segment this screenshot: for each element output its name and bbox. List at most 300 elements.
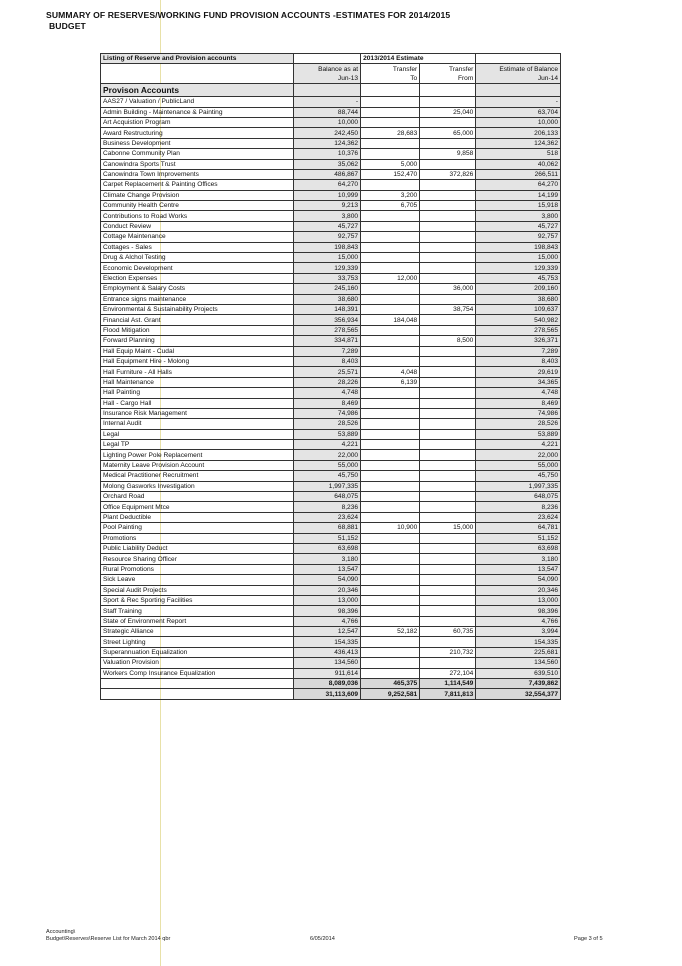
balance-cell: 10,376 bbox=[293, 149, 360, 159]
account-name: Canowindra Sports Trust bbox=[101, 159, 294, 169]
balance-cell: 4,748 bbox=[293, 388, 360, 398]
estimate-cell: 14,199 bbox=[476, 190, 561, 200]
table-row bbox=[101, 575, 561, 585]
account-name: Public Liability Deduct bbox=[101, 543, 294, 553]
account-name: Rural Promotions bbox=[101, 564, 294, 574]
estimate-cell: 109,637 bbox=[476, 304, 561, 314]
balance-cell: 38,680 bbox=[293, 294, 360, 304]
blank-cell bbox=[420, 84, 476, 97]
subtotal-est: 7,439,862 bbox=[476, 679, 561, 689]
transfer-from-cell bbox=[420, 388, 476, 398]
transfer-from-cell bbox=[420, 367, 476, 377]
transfer-from-cell bbox=[420, 440, 476, 450]
account-name: Lighting Power Pole Replacement bbox=[101, 450, 294, 460]
balance-cell: 9,213 bbox=[293, 201, 360, 211]
estimate-cell: 1,997,335 bbox=[476, 481, 561, 491]
table-row bbox=[101, 263, 561, 273]
grand-total-label-cell bbox=[101, 689, 294, 699]
account-name: Workers Comp Insurance Equalization bbox=[101, 668, 294, 678]
transfer-from-cell bbox=[420, 242, 476, 252]
account-name: Conduct Review bbox=[101, 221, 294, 231]
estimate-cell: 74,986 bbox=[476, 408, 561, 418]
account-name: Flood Mitigation bbox=[101, 325, 294, 335]
transfer-from-cell bbox=[420, 658, 476, 668]
table-row bbox=[101, 232, 561, 242]
transfer-to-cell bbox=[361, 637, 420, 647]
estimate-cell: 8,403 bbox=[476, 356, 561, 366]
transfer-to-cell bbox=[361, 543, 420, 553]
transfer-from-cell bbox=[420, 450, 476, 460]
account-name: Carpet Replacement & Painting Offices bbox=[101, 180, 294, 190]
estimate-cell: 13,547 bbox=[476, 564, 561, 574]
balance-cell: 74,986 bbox=[293, 408, 360, 418]
table-row bbox=[101, 637, 561, 647]
transfer-to-cell bbox=[361, 564, 420, 574]
transfer-to-cell: 3,200 bbox=[361, 190, 420, 200]
header-row-2 bbox=[101, 64, 561, 74]
transfer-from-cell bbox=[420, 471, 476, 481]
account-name: Orchard Road bbox=[101, 492, 294, 502]
subtotal-label-cell bbox=[101, 679, 294, 689]
account-name: Admin Building - Maintenance & Painting bbox=[101, 107, 294, 117]
transfer-from-cell bbox=[420, 512, 476, 522]
transfer-from-cell bbox=[420, 117, 476, 127]
transfer-to-cell bbox=[361, 388, 420, 398]
table-row bbox=[101, 564, 561, 574]
balance-cell: 8,403 bbox=[293, 356, 360, 366]
balance-cell: 45,727 bbox=[293, 221, 360, 231]
transfer-to-cell bbox=[361, 398, 420, 408]
balance-cell: 53,889 bbox=[293, 429, 360, 439]
transfer-from-cell bbox=[420, 346, 476, 356]
estimate-cell: 3,800 bbox=[476, 211, 561, 221]
table-row bbox=[101, 647, 561, 657]
table-row bbox=[101, 533, 561, 543]
account-name: AAS27 / Valuation / PublicLand bbox=[101, 97, 294, 107]
table-row bbox=[101, 117, 561, 127]
transfer-to-cell: 152,470 bbox=[361, 169, 420, 179]
transfer-from-cell: 38,754 bbox=[420, 304, 476, 314]
balance-cell: 436,413 bbox=[293, 647, 360, 657]
account-name: Medical Practitioner Recruitment bbox=[101, 471, 294, 481]
account-name: Cabonne Community Plan bbox=[101, 149, 294, 159]
balance-cell: 134,560 bbox=[293, 658, 360, 668]
estimate-cell: 8,469 bbox=[476, 398, 561, 408]
transfer-from-cell: 9,858 bbox=[420, 149, 476, 159]
account-name: Molong Gasworks Investigation bbox=[101, 481, 294, 491]
transfer-to-cell bbox=[361, 253, 420, 263]
balance-cell: 92,757 bbox=[293, 232, 360, 242]
transfer-from-cell bbox=[420, 460, 476, 470]
grand-total-row bbox=[101, 689, 561, 699]
table-row bbox=[101, 367, 561, 377]
transfer-from-cell: 36,000 bbox=[420, 284, 476, 294]
account-name: Staff Training bbox=[101, 606, 294, 616]
estimate-cell: 40,062 bbox=[476, 159, 561, 169]
transfer-to-cell bbox=[361, 585, 420, 595]
transfer-to-cell bbox=[361, 117, 420, 127]
table-row bbox=[101, 616, 561, 626]
transfer-from-cell bbox=[420, 492, 476, 502]
account-name: Pool Painting bbox=[101, 523, 294, 533]
table-row bbox=[101, 502, 561, 512]
transfer-from-cell bbox=[420, 595, 476, 605]
transfer-to-cell: 10,900 bbox=[361, 523, 420, 533]
table-row bbox=[101, 627, 561, 637]
estimate-cell: 10,000 bbox=[476, 117, 561, 127]
estimate-header: 2013/2014 Estimate bbox=[361, 54, 476, 64]
estimate-cell: 51,152 bbox=[476, 533, 561, 543]
transfer-to-cell: 52,182 bbox=[361, 627, 420, 637]
transfer-from-cell: 60,735 bbox=[420, 627, 476, 637]
balance-cell: 3,800 bbox=[293, 211, 360, 221]
transfer-to-cell bbox=[361, 471, 420, 481]
table-row bbox=[101, 523, 561, 533]
header-row-3 bbox=[101, 74, 561, 84]
blank-header-cell bbox=[293, 54, 360, 64]
table-row bbox=[101, 356, 561, 366]
balance-cell: 8,469 bbox=[293, 398, 360, 408]
estimate-cell: 278,565 bbox=[476, 325, 561, 335]
transfer-from-header-top: Transfer bbox=[420, 64, 476, 74]
transfer-to-cell bbox=[361, 575, 420, 585]
transfer-from-cell: 210,732 bbox=[420, 647, 476, 657]
estimate-cell: 22,000 bbox=[476, 450, 561, 460]
transfer-from-cell bbox=[420, 377, 476, 387]
subtotal-row bbox=[101, 679, 561, 689]
balance-cell: 8,236 bbox=[293, 502, 360, 512]
account-name: Hall - Cargo Hall bbox=[101, 398, 294, 408]
estimate-cell: 64,781 bbox=[476, 523, 561, 533]
table-row bbox=[101, 180, 561, 190]
balance-cell: 278,565 bbox=[293, 325, 360, 335]
balance-cell: 356,934 bbox=[293, 315, 360, 325]
table-row bbox=[101, 284, 561, 294]
account-name: Internal Audit bbox=[101, 419, 294, 429]
balance-cell: 28,226 bbox=[293, 377, 360, 387]
grand-total-balance: 31,113,609 bbox=[293, 689, 360, 699]
transfer-from-cell bbox=[420, 138, 476, 148]
transfer-to-cell bbox=[361, 647, 420, 657]
table-row bbox=[101, 211, 561, 221]
blank-cell bbox=[361, 84, 420, 97]
estimate-cell: 55,000 bbox=[476, 460, 561, 470]
estimate-cell: 63,704 bbox=[476, 107, 561, 117]
account-name: Art Acquistion Program bbox=[101, 117, 294, 127]
estimate-cell: 34,365 bbox=[476, 377, 561, 387]
transfer-from-cell bbox=[420, 356, 476, 366]
balance-cell: 64,270 bbox=[293, 180, 360, 190]
estimate-cell: 28,526 bbox=[476, 419, 561, 429]
table-row bbox=[101, 107, 561, 117]
table-row bbox=[101, 128, 561, 138]
account-name: Business Development bbox=[101, 138, 294, 148]
transfer-to-cell bbox=[361, 658, 420, 668]
estimate-cell: 38,680 bbox=[476, 294, 561, 304]
transfer-to-cell: 12,000 bbox=[361, 273, 420, 283]
account-name: Street Lighting bbox=[101, 637, 294, 647]
table-row bbox=[101, 408, 561, 418]
transfer-to-cell bbox=[361, 304, 420, 314]
transfer-from-cell: 25,040 bbox=[420, 107, 476, 117]
blank-header-cell bbox=[476, 54, 561, 64]
blank-cell bbox=[476, 84, 561, 97]
estimate-cell: 209,160 bbox=[476, 284, 561, 294]
estimate-cell: 15,000 bbox=[476, 253, 561, 263]
account-name: Insurance Risk Management bbox=[101, 408, 294, 418]
estimate-cell: 4,766 bbox=[476, 616, 561, 626]
transfer-from-cell bbox=[420, 606, 476, 616]
estimate-cell: 13,000 bbox=[476, 595, 561, 605]
account-name: Cottage Maintenance bbox=[101, 232, 294, 242]
table-row bbox=[101, 325, 561, 335]
table-row bbox=[101, 304, 561, 314]
balance-cell: 45,750 bbox=[293, 471, 360, 481]
balance-cell: 4,766 bbox=[293, 616, 360, 626]
balance-header-bottom: Jun-13 bbox=[293, 74, 360, 84]
balance-cell: 7,289 bbox=[293, 346, 360, 356]
table-row bbox=[101, 336, 561, 346]
balance-cell: 63,698 bbox=[293, 543, 360, 553]
transfer-to-cell bbox=[361, 180, 420, 190]
account-name: Valuation Provision bbox=[101, 658, 294, 668]
transfer-to-cell bbox=[361, 242, 420, 252]
balance-cell: 334,871 bbox=[293, 336, 360, 346]
balance-cell: 20,346 bbox=[293, 585, 360, 595]
transfer-from-cell bbox=[420, 190, 476, 200]
transfer-to-cell: 28,683 bbox=[361, 128, 420, 138]
estimate-cell: 63,698 bbox=[476, 543, 561, 553]
table-row bbox=[101, 138, 561, 148]
estimate-cell: 15,918 bbox=[476, 201, 561, 211]
balance-cell: 13,000 bbox=[293, 595, 360, 605]
table-row bbox=[101, 388, 561, 398]
balance-cell: 148,391 bbox=[293, 304, 360, 314]
transfer-to-cell: 184,048 bbox=[361, 315, 420, 325]
transfer-from-cell bbox=[420, 616, 476, 626]
estimate-cell: 92,757 bbox=[476, 232, 561, 242]
account-name: Special Audit Projects bbox=[101, 585, 294, 595]
account-name: Legal bbox=[101, 429, 294, 439]
account-name: Strategic Alliance bbox=[101, 627, 294, 637]
transfer-to-cell bbox=[361, 554, 420, 564]
subtotal-from: 1,114,549 bbox=[420, 679, 476, 689]
transfer-to-cell: 6,705 bbox=[361, 201, 420, 211]
balance-cell: 88,744 bbox=[293, 107, 360, 117]
estimate-cell: 206,133 bbox=[476, 128, 561, 138]
account-name: Community Health Centre bbox=[101, 201, 294, 211]
transfer-from-cell bbox=[420, 429, 476, 439]
transfer-from-cell bbox=[420, 211, 476, 221]
account-name: Climate Change Provision bbox=[101, 190, 294, 200]
reserves-table bbox=[100, 53, 561, 700]
transfer-from-cell: 65,000 bbox=[420, 128, 476, 138]
title-line-1: SUMMARY OF RESERVES/WORKING FUND PROVISION ACCOUNTS -ESTIMATES FOR 2014/2015 bbox=[46, 10, 451, 20]
balance-header-top: Balance as at bbox=[293, 64, 360, 74]
account-name: Canowindra Town Improvements bbox=[101, 169, 294, 179]
balance-cell: 15,000 bbox=[293, 253, 360, 263]
estimate-cell: 54,090 bbox=[476, 575, 561, 585]
table-row bbox=[101, 471, 561, 481]
transfer-to-cell bbox=[361, 595, 420, 605]
header-row-1 bbox=[101, 54, 561, 64]
transfer-from-cell: 372,826 bbox=[420, 169, 476, 179]
estimate-cell: 540,982 bbox=[476, 315, 561, 325]
table-row bbox=[101, 97, 561, 107]
account-name: Drug & Alchol Testing bbox=[101, 253, 294, 263]
transfer-from-cell bbox=[420, 221, 476, 231]
subtotal-to: 465,375 bbox=[361, 679, 420, 689]
table-row bbox=[101, 668, 561, 678]
estimate-cell: - bbox=[476, 97, 561, 107]
balance-cell: 25,571 bbox=[293, 367, 360, 377]
table-row bbox=[101, 543, 561, 553]
transfer-to-cell bbox=[361, 512, 420, 522]
transfer-to-cell bbox=[361, 429, 420, 439]
table-row bbox=[101, 606, 561, 616]
transfer-from-cell bbox=[420, 315, 476, 325]
table-row bbox=[101, 273, 561, 283]
transfer-to-cell bbox=[361, 211, 420, 221]
estimate-cell: 154,335 bbox=[476, 637, 561, 647]
transfer-to-cell bbox=[361, 221, 420, 231]
account-name: Employment & Salary Costs bbox=[101, 284, 294, 294]
estimate-cell: 29,619 bbox=[476, 367, 561, 377]
balance-cell: 4,221 bbox=[293, 440, 360, 450]
estimate-cell: 45,750 bbox=[476, 471, 561, 481]
table-row bbox=[101, 658, 561, 668]
account-name: Superannuation Equalization bbox=[101, 647, 294, 657]
balance-cell: 242,450 bbox=[293, 128, 360, 138]
transfer-from-cell bbox=[420, 481, 476, 491]
account-name: Hall Equipment Hire - Molong bbox=[101, 356, 294, 366]
balance-cell: 28,526 bbox=[293, 419, 360, 429]
transfer-from-cell: 272,104 bbox=[420, 668, 476, 678]
account-name: Legal TP bbox=[101, 440, 294, 450]
transfer-to-cell bbox=[361, 346, 420, 356]
estimate-cell: 64,270 bbox=[476, 180, 561, 190]
account-name: Hall Furniture - All Halls bbox=[101, 367, 294, 377]
estimate-cell: 98,396 bbox=[476, 606, 561, 616]
transfer-to-cell bbox=[361, 294, 420, 304]
transfer-from-cell bbox=[420, 585, 476, 595]
account-name: Financial Ast. Grant bbox=[101, 315, 294, 325]
page-title bbox=[46, 10, 450, 32]
balance-cell: 33,753 bbox=[293, 273, 360, 283]
transfer-from-cell bbox=[420, 180, 476, 190]
table-row bbox=[101, 190, 561, 200]
transfer-to-cell bbox=[361, 107, 420, 117]
balance-cell: 154,335 bbox=[293, 637, 360, 647]
blank-header-cell bbox=[101, 64, 294, 74]
transfer-to-cell bbox=[361, 138, 420, 148]
transfer-from-cell bbox=[420, 419, 476, 429]
balance-cell: 23,624 bbox=[293, 512, 360, 522]
balance-cell: 55,000 bbox=[293, 460, 360, 470]
account-name: Environmental & Sustainability Projects bbox=[101, 304, 294, 314]
account-name: Office Equipment Mtce bbox=[101, 502, 294, 512]
footer-path bbox=[46, 929, 170, 943]
grand-total-to: 9,252,581 bbox=[361, 689, 420, 699]
account-name: Sport & Rec Sporting Facilities bbox=[101, 595, 294, 605]
account-name: Election Expenses bbox=[101, 273, 294, 283]
estimate-cell: 53,889 bbox=[476, 429, 561, 439]
footer-path-line-2: Budget\Reserves\Reserve List for March 2014 qbr bbox=[46, 936, 171, 942]
transfer-to-header-top: Transfer bbox=[361, 64, 420, 74]
estimate-cell: 639,510 bbox=[476, 668, 561, 678]
transfer-from-cell: 15,000 bbox=[420, 523, 476, 533]
transfer-to-cell bbox=[361, 263, 420, 273]
table-row bbox=[101, 221, 561, 231]
transfer-from-cell bbox=[420, 575, 476, 585]
transfer-to-cell bbox=[361, 481, 420, 491]
section-label: Provison Accounts bbox=[101, 84, 294, 97]
transfer-to-cell: 5,000 bbox=[361, 159, 420, 169]
transfer-to-cell bbox=[361, 325, 420, 335]
transfer-from-cell bbox=[420, 554, 476, 564]
table-row bbox=[101, 159, 561, 169]
transfer-from-header-bottom: From bbox=[420, 74, 476, 84]
balance-cell: 198,843 bbox=[293, 242, 360, 252]
account-name: Resource Sharing Officer bbox=[101, 554, 294, 564]
transfer-to-cell bbox=[361, 502, 420, 512]
transfer-from-cell bbox=[420, 398, 476, 408]
transfer-to-cell bbox=[361, 408, 420, 418]
balance-cell: 648,075 bbox=[293, 492, 360, 502]
transfer-to-cell bbox=[361, 668, 420, 678]
estimate-cell: 8,236 bbox=[476, 502, 561, 512]
listing-header: Listing of Reserve and Provision accounts bbox=[101, 54, 294, 64]
estimate-cell: 198,843 bbox=[476, 242, 561, 252]
table-row bbox=[101, 201, 561, 211]
balance-cell: 486,867 bbox=[293, 169, 360, 179]
estimate-cell: 23,624 bbox=[476, 512, 561, 522]
transfer-to-cell bbox=[361, 492, 420, 502]
table-row bbox=[101, 242, 561, 252]
transfer-to-cell bbox=[361, 419, 420, 429]
account-name: State of Environment Report bbox=[101, 616, 294, 626]
table-row bbox=[101, 253, 561, 263]
account-name: Promotions bbox=[101, 533, 294, 543]
transfer-to-cell bbox=[361, 460, 420, 470]
balance-cell: 10,999 bbox=[293, 190, 360, 200]
transfer-from-cell bbox=[420, 408, 476, 418]
estimate-cell: 266,511 bbox=[476, 169, 561, 179]
table-row bbox=[101, 149, 561, 159]
estimate-cell: 4,221 bbox=[476, 440, 561, 450]
transfer-to-cell bbox=[361, 450, 420, 460]
transfer-to-cell bbox=[361, 232, 420, 242]
transfer-from-cell bbox=[420, 263, 476, 273]
account-name: Contributions to Road Works bbox=[101, 211, 294, 221]
account-name: Hall Maintenance bbox=[101, 377, 294, 387]
blank-cell bbox=[293, 84, 360, 97]
estimate-cell: 124,362 bbox=[476, 138, 561, 148]
table-row bbox=[101, 377, 561, 387]
section-row bbox=[101, 84, 561, 97]
balance-cell: 10,000 bbox=[293, 117, 360, 127]
footer-page: Page 3 of 5 bbox=[574, 936, 603, 942]
transfer-to-cell bbox=[361, 440, 420, 450]
table-row bbox=[101, 440, 561, 450]
account-name: Forward Planning bbox=[101, 336, 294, 346]
footer-date: 6/05/2014 bbox=[310, 936, 335, 942]
transfer-to-cell bbox=[361, 336, 420, 346]
subtotal-balance: 8,089,036 bbox=[293, 679, 360, 689]
transfer-from-cell bbox=[420, 97, 476, 107]
grand-total-est: 32,554,377 bbox=[476, 689, 561, 699]
balance-cell: 98,396 bbox=[293, 606, 360, 616]
